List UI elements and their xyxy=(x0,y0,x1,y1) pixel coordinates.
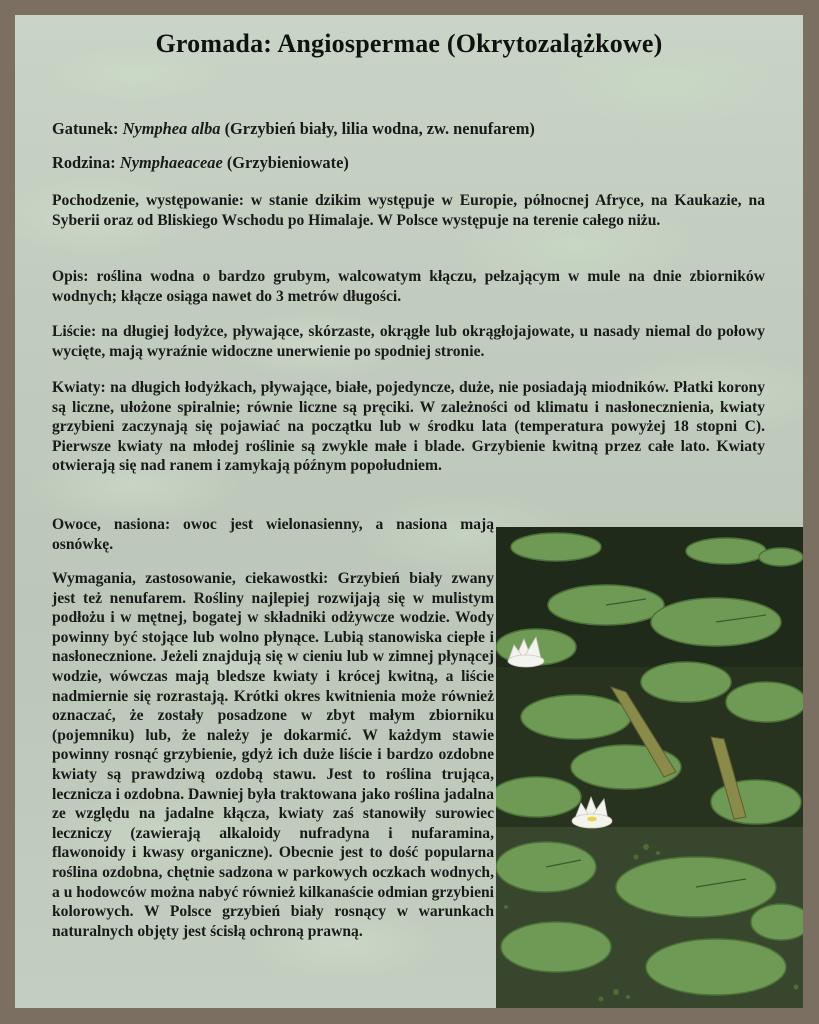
requirements-paragraph: Wymagania, zastosowanie, ciekawostki: Grzybień biały zwany jest też nenufarem. Rośliny najlepiej rozwijają się w mulistym podłożu i w mętnej, bogatej w składniki odżywcze wodzie. Wody powinny być stojące lub wolno płynące. Lubią stanowiska ciepłe i nasłonecznione. Jeżeli znajdują się w cieniu lub w zimnej płynącej wodzie, wówczas mają bledsze kwiaty i krócej kwitną, a liście nadmiernie się rozrastają. Krótki okres kwitnienia może również oznaczać, że zostały posadzone w zbyt małym zbiorniku (pojemniku) lub, że należy je dokarmić. W każdym stawie powinny rosnąć grzybienie, gdyż ich duże liście i bardzo ozdobne kwiaty są prawdziwą ozdobą stawu. Jest to roślina trująca, lecznicza i ozdobna. Dawniej była traktowana jako roślina jadalna ze względu na jadalne kłącza, kwiaty zaś stanowiły surowiec leczniczy (zawierają alkaloidy nufradyna i nufaramina, flawonoidy i kwasy organiczne). Obecnie jest to dość popularna roślina ozdobna, chętnie sadzona w parkowych oczkach wodnych, a u hodowców można nabyć również kilkanaście odmian grzybieni kolorowych. W Polsce grzybień biały rosnący w warunkach naturalnych objęty jest ścisłą ochroną prawną. xyxy=(52,570,494,940)
fruits-paragraph: Owoce, nasiona: owoc jest wielonasienny, a nasiona mają osnówkę. xyxy=(52,516,494,553)
description-paragraph: Opis: roślina wodna o bardzo grubym, walcowatym kłączu, pełzającym w mule na dnie zbiorników wodnych; kłącze osiąga nawet do 3 metrów długości. xyxy=(52,268,765,305)
family-common-name: (Grzybieniowate) xyxy=(226,153,349,172)
page-title: Gromada: Angiospermae (Okrytozalążkowe) xyxy=(155,29,663,58)
page-background xyxy=(15,15,803,1008)
species-common-name: (Grzybień biały, lilia wodna, zw. nenufarem) xyxy=(224,119,535,138)
leaves-paragraph: Liście: na długiej łodyżce, pływające, skórzaste, okrągłe lub okrągłojajowate, u nasady niemal do połowy wycięte, mają wyraźnie widoczne unerwienie po spodniej stronie. xyxy=(52,323,765,360)
flowers-paragraph: Kwiaty: na długich łodyżkach, pływające, białe, pojedyncze, duże, nie posiadają miodników. Płatki korony są liczne, ułożone spiralnie; równie liczne są pręciki. W zależności od klimatu i nasłonecznienia, kwiaty grzybieni zaczynają się pojawiać na początku lub w środku lata (temperatura powyżej 18 stopni C). Pierwsze kwiaty na młodej roślinie są zwykle małe i blade. Grzybienie kwitną przez całe lato. Kwiaty otwierają się nad ranem i zamykają późnym popołudniem. xyxy=(52,379,765,475)
origin-paragraph: Pochodzenie, występowanie: w stanie dzikim występuje w Europie, północnej Afryce, na Kaukazie, na Syberii oraz od Bliskiego Wschodu po Himalaje. W Polsce występuje na terenie całego niżu. xyxy=(52,192,765,229)
family-latin-name: Nymphaeaceae xyxy=(119,153,223,172)
species-label: Gatunek: xyxy=(52,119,119,138)
species-latin-name: Nymphea alba xyxy=(122,119,221,138)
family-label: Rodzina: xyxy=(52,153,116,172)
water-lily-photo xyxy=(496,527,803,1008)
species-line xyxy=(52,119,765,139)
family-line xyxy=(52,153,765,173)
